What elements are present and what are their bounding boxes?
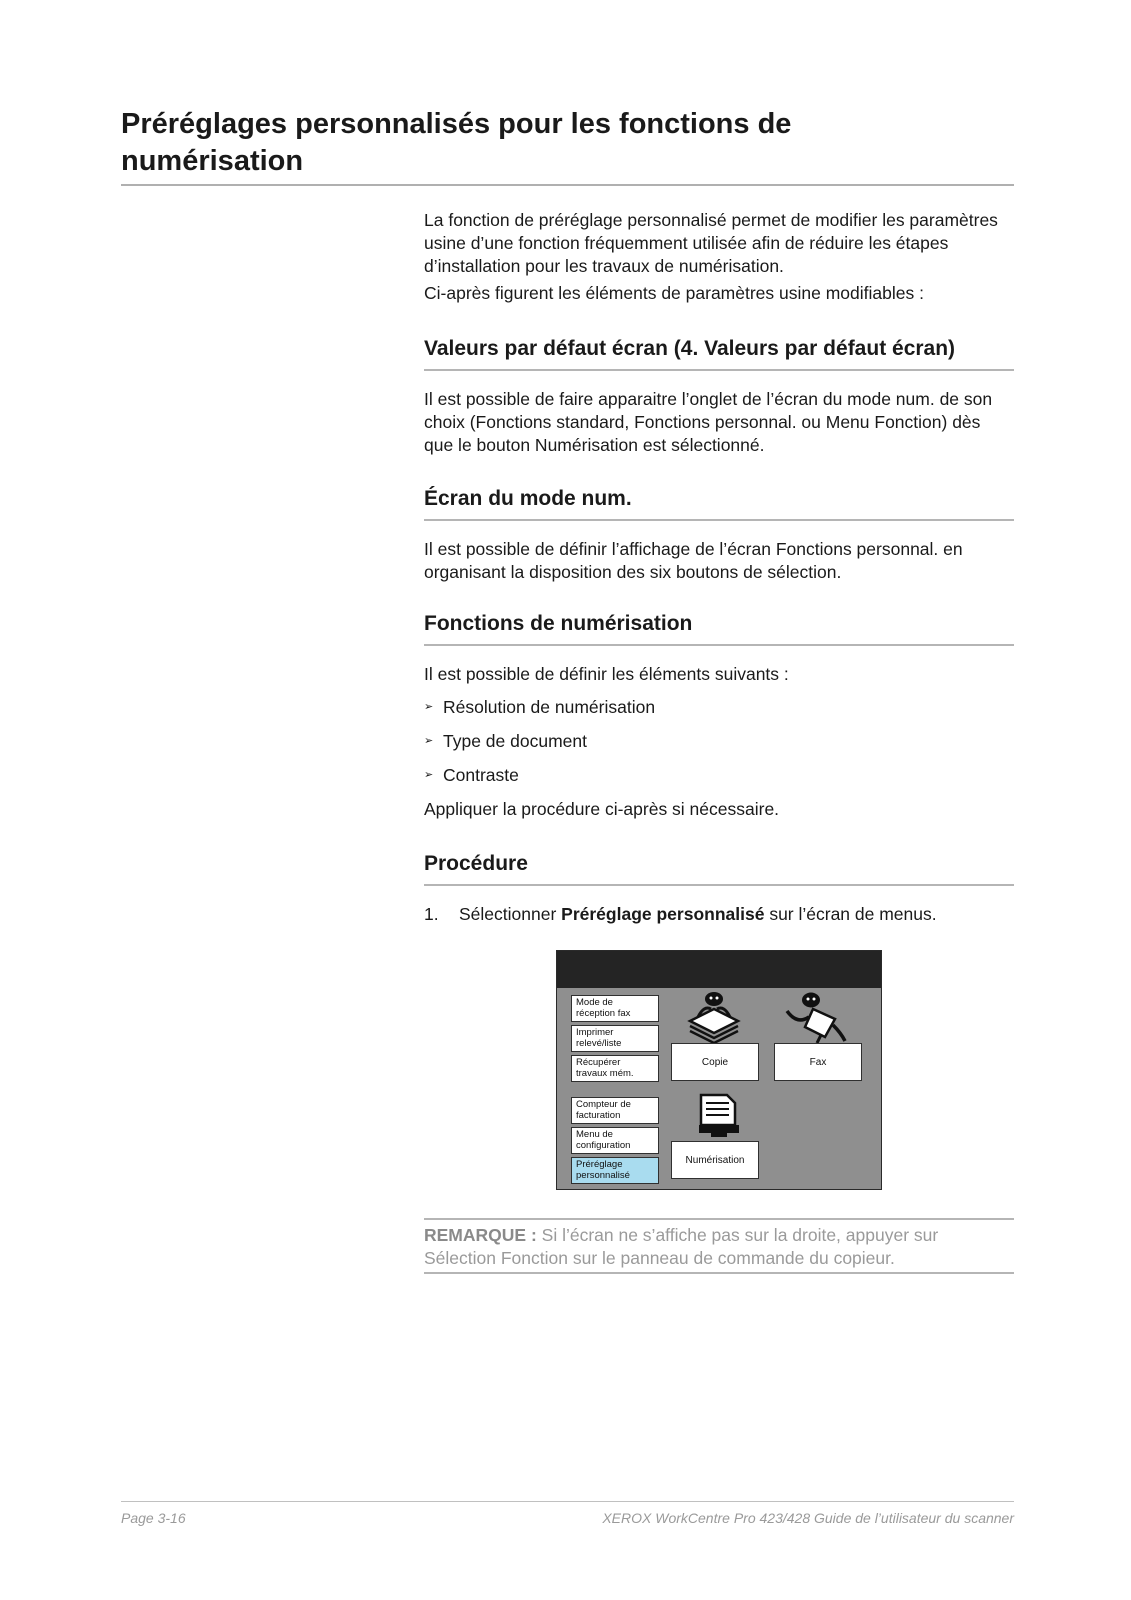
section-heading: Valeurs par défaut écran (4. Valeurs par défaut écran)	[424, 337, 956, 360]
step-emphasis: Préréglage personnalisé	[561, 904, 765, 924]
intro-block	[424, 209, 1014, 305]
retrieve-stored-jobs-button[interactable]: Récupérer travaux mém.	[571, 1055, 659, 1082]
page-number: Page 3-16	[121, 1510, 186, 1526]
section-rule	[424, 644, 1014, 646]
guide-title: XEROX WorkCentre Pro 423/428 Guide de l’utilisateur du scanner	[602, 1510, 1014, 1526]
section-screen-defaults	[424, 336, 1014, 457]
step-number: 1.	[424, 904, 439, 924]
section-outro: Appliquer la procédure ci-après si nécessaire.	[424, 799, 780, 819]
setup-menu-button[interactable]: Menu de configuration	[571, 1127, 659, 1154]
title-rule	[121, 184, 1014, 186]
billing-counter-button[interactable]: Compteur de facturation	[571, 1097, 659, 1124]
procedure-step: 1. Sélectionner Préréglage personnalisé sur l’écran de menus.	[424, 904, 937, 924]
screen-title-bar	[557, 951, 881, 988]
intro-list-lead: Ci-après figurent les éléments de paramètres usine modifiables :	[424, 283, 924, 303]
note-label: REMARQUE :	[424, 1225, 537, 1245]
scan-button[interactable]: Numérisation	[671, 1141, 759, 1179]
section-procedure	[424, 851, 1014, 926]
scanner-icon	[697, 1091, 741, 1139]
section-rule	[424, 884, 1014, 886]
section-heading: Écran du mode num.	[424, 487, 632, 510]
page-title: Préréglages personnalisés pour les fonctions de numérisation	[121, 108, 792, 177]
section-text: Il est possible de faire apparaitre l’onglet de l’écran du mode num. de son choix (Fonctions standard, Fonctions personnal. ou Menu Fonction) dès que le bouton Numérisation est sélectionné.	[424, 389, 993, 455]
intro-paragraph: La fonction de préréglage personnalisé permet de modifier les paramètres usine d’une fonction fréquemment utilisée afin de réduire les étapes d’installation pour les travaux de numérisation.	[424, 210, 998, 276]
section-text: Il est possible de définir les éléments suivants :	[424, 664, 789, 684]
footer-rule	[121, 1501, 1014, 1502]
list-item: ➢ Type de document	[424, 731, 587, 751]
list-item: ➢ Contraste	[424, 765, 519, 785]
section-rule	[424, 519, 1014, 521]
section-scan-functions	[424, 611, 1014, 821]
list-item: ➢ Résolution de numérisation	[424, 697, 656, 717]
arrow-bullet-icon: ➢	[424, 769, 434, 781]
fax-button[interactable]: Fax	[774, 1043, 862, 1081]
arrow-bullet-icon: ➢	[424, 701, 434, 713]
section-heading: Procédure	[424, 852, 528, 875]
section-rule	[424, 369, 1014, 371]
note	[424, 1224, 1014, 1270]
copy-icon	[684, 991, 744, 1043]
note-bottom-rule	[424, 1272, 1014, 1274]
section-heading: Fonctions de numérisation	[424, 612, 693, 635]
fax-icon	[783, 991, 849, 1043]
note-text: Si l’écran ne s’affiche pas sur la droite, appuyer sur Sélection Fonction sur le panneau de commande du copieur.	[424, 1225, 939, 1268]
fax-receive-mode-button[interactable]: Mode de réception fax	[571, 995, 659, 1022]
note-top-rule	[424, 1218, 1014, 1220]
arrow-bullet-icon: ➢	[424, 735, 434, 747]
section-scan-mode-screen	[424, 486, 1014, 584]
print-report-button[interactable]: Imprimer relevé/liste	[571, 1025, 659, 1052]
copy-button[interactable]: Copie	[671, 1043, 759, 1081]
custom-preset-button[interactable]: Préréglage personnalisé	[571, 1157, 659, 1184]
menu-screen-illustration	[556, 950, 882, 1190]
section-text: Il est possible de définir l’affichage de l’écran Fonctions personnal. en organisant la disposition des six boutons de sélection.	[424, 539, 963, 582]
